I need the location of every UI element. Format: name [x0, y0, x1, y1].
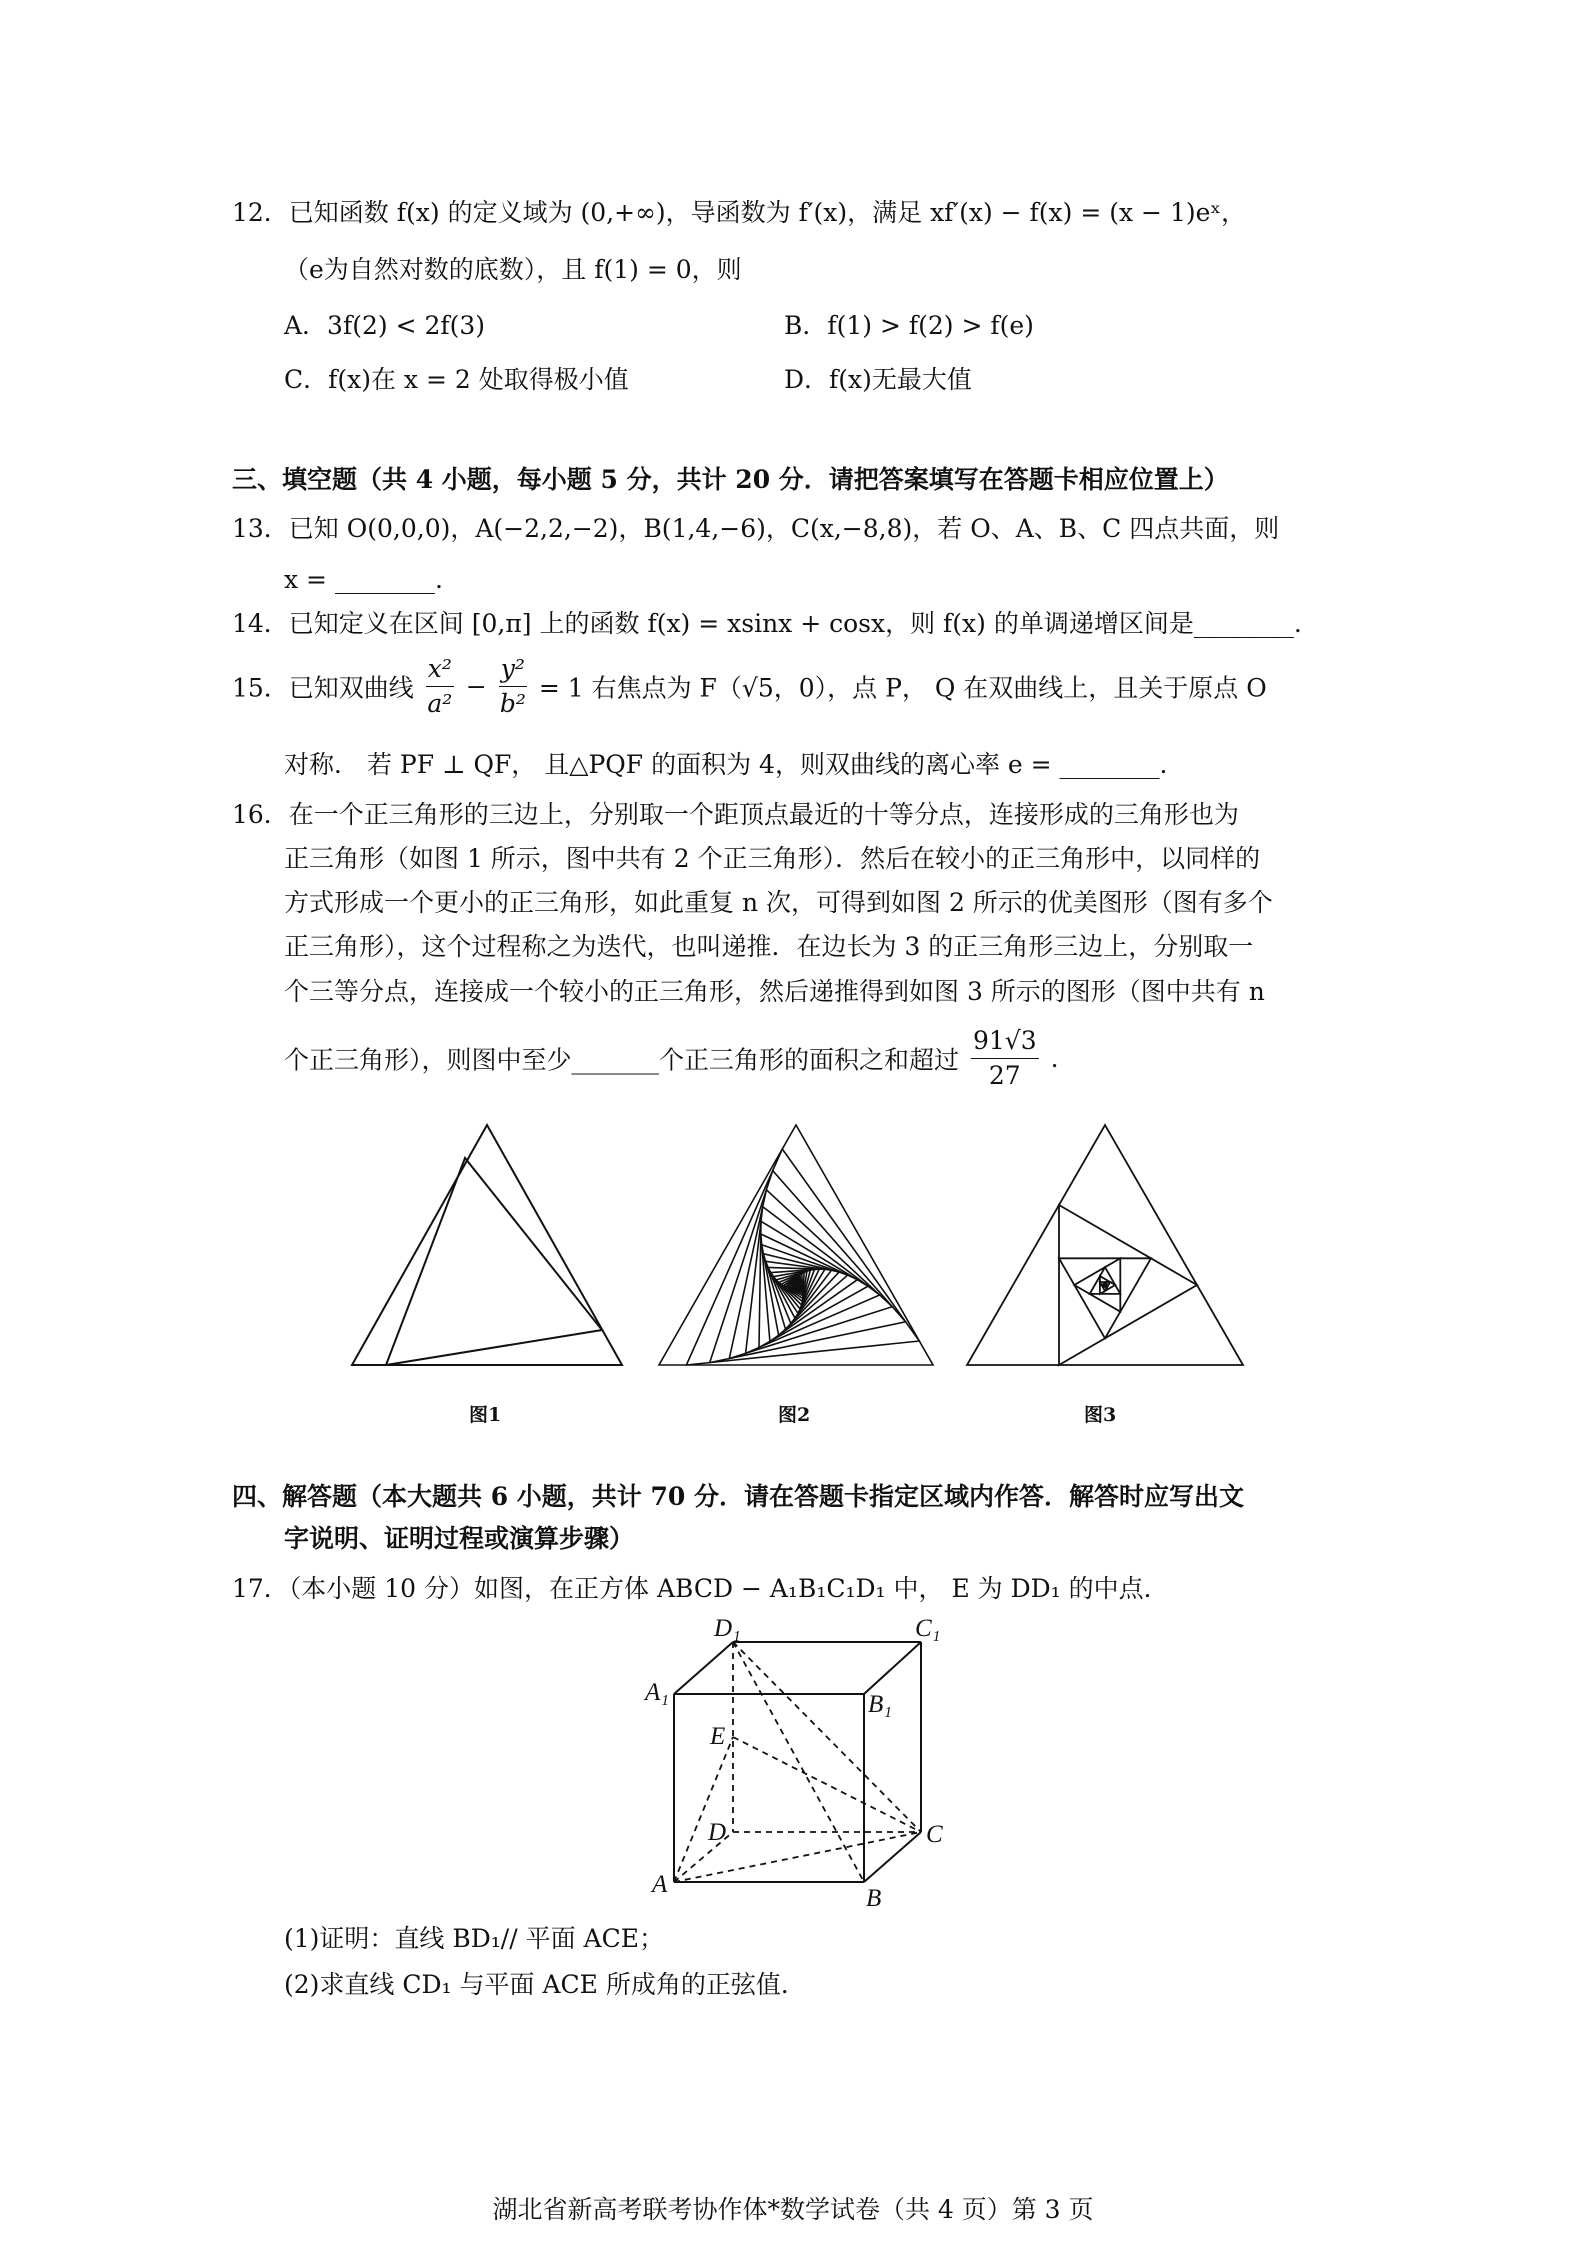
- q17-stem: 17．（本小题 10 分）如图，在正方体 ABCD − A₁B₁C₁D₁ 中， E 为 DD₁ 的中点．: [232, 1574, 1169, 1603]
- edge-B1-C1: [864, 1642, 921, 1694]
- segment-A-E: [674, 1737, 733, 1882]
- q13-stem-line2: x = ________.: [284, 565, 443, 594]
- label-A: A: [652, 1871, 668, 1898]
- label-D1: D₁: [714, 1615, 741, 1642]
- section4-title-line2: 字说明、证明过程或演算步骤）: [284, 1524, 635, 1553]
- label-A1: A₁: [645, 1679, 669, 1706]
- q15-frac-x-den: a²: [427, 689, 453, 718]
- figure-1-caption: 图1: [469, 1404, 502, 1426]
- q16-fraction-den: 27: [988, 1061, 1021, 1090]
- q13-stem-line1: 13．已知 O(0,0,0)，A(−2,2,−2)，B(1,4,−6)，C(x,−8,8)，若 O、A、B、C 四点共面，则: [232, 514, 1280, 543]
- q16-line6-suffix: .: [1050, 1044, 1059, 1073]
- q15-frac-y-num: y²: [499, 652, 527, 687]
- q12-option-b: B．f(1) > f(2) > f(e): [784, 311, 1034, 340]
- q16-stem-line2: 正三角形（如图 1 所示，图中共有 2 个正三角形）．然后在较小的正三角形中，以同样的: [284, 844, 1261, 873]
- label-B: B: [866, 1885, 882, 1912]
- q12-option-a: A．3f(2) < 2f(3): [284, 311, 486, 340]
- label-D: D: [708, 1819, 727, 1846]
- segment-D1-B: [733, 1642, 864, 1882]
- q16-stem-line3: 方式形成一个更小的正三角形，如此重复 n 次，可得到如图 2 所示的优美图形（图有多个: [284, 888, 1273, 917]
- q17-part2: (2)求直线 CD₁ 与平面 ACE 所成角的正弦值．: [284, 1970, 806, 1999]
- figure-3-caption: 图3: [1084, 1404, 1117, 1426]
- figure-2-caption: 图2: [778, 1404, 811, 1426]
- q16-stem-line1: 16．在一个正三角形的三边上，分别取一个距顶点最近的十等分点，连接形成的三角形也为: [232, 800, 1239, 829]
- label-C: C: [926, 1821, 943, 1848]
- q12-stem-line2: （e为自然对数的底数），且 f(1) = 0，则: [284, 255, 742, 284]
- q15-minus: −: [465, 672, 487, 701]
- edge-A1-D1: [674, 1642, 733, 1694]
- q15-suffix: = 1 右焦点为 F（√5，0），点 P， Q 在双曲线上，且关于原点 O: [538, 673, 1267, 703]
- label-C1: C₁: [915, 1615, 941, 1642]
- segment-E-C: [733, 1737, 921, 1832]
- edge-B-C: [864, 1832, 921, 1882]
- q16-stem-line4: 正三角形），这个过程称之为迭代，也叫递推．在边长为 3 的正三角形三边上，分别取一: [284, 932, 1254, 961]
- label-B1: B₁: [868, 1691, 892, 1718]
- section4-title-line1: 四、解答题（本大题共 6 小题，共计 70 分．请在答题卡指定区域内作答．解答时应写出文: [232, 1482, 1245, 1511]
- label-E: E: [710, 1723, 726, 1750]
- q17-part1: (1)证明：直线 BD₁// 平面 ACE；: [284, 1924, 664, 1953]
- q15-frac-y-den: b²: [499, 689, 526, 718]
- q15-frac-x-num: x²: [426, 652, 454, 687]
- q15-prefix: 15．已知双曲线: [232, 673, 414, 703]
- q16-stem-line5: 个三等分点，连接成一个较小的正三角形，然后递推得到如图 3 所示的图形（图中共有 n: [284, 977, 1265, 1006]
- section3-title: 三、填空题（共 4 小题，每小题 5 分，共计 20 分．请把答案填写在答题卡相应位置上）: [232, 465, 1229, 494]
- q12-stem-line1: 12．已知函数 f(x) 的定义域为 (0,+∞)，导函数为 f′(x)，满足 xf′(x) − f(x) = (x − 1)eˣ，: [232, 198, 1246, 227]
- q12-option-c: C．f(x)在 x = 2 处取得极小值: [284, 365, 629, 394]
- q12-option-d: D．f(x)无最大值: [784, 365, 972, 394]
- q16-fraction-num: 91√3: [971, 1024, 1039, 1059]
- q14-stem: 14．已知定义在区间 [0,π] 上的函数 f(x) = xsinx + cosx，则 f(x) 的单调递增区间是________.: [232, 609, 1302, 638]
- q16-line6-prefix: 个正三角形），则图中至少_______个正三角形的面积之和超过: [284, 1045, 960, 1075]
- segment-D1-C: [733, 1642, 921, 1832]
- page-footer: 湖北省新高考联考协作体*数学试卷（共 4 页）第 3 页: [492, 2195, 1094, 2224]
- q15-stem-line2: 对称． 若 PF ⊥ QF， 且△PQF 的面积为 4，则双曲线的离心率 e = ________.: [284, 750, 1168, 779]
